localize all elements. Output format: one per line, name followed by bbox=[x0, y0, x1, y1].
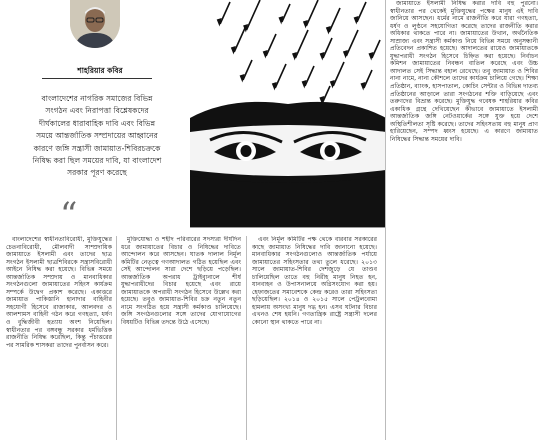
column-divider bbox=[385, 0, 386, 440]
veiled-eyes-under-arrows-icon bbox=[190, 0, 386, 227]
illustration bbox=[190, 0, 386, 227]
name-divider bbox=[42, 78, 152, 79]
article-paragraph: বাংলাদেশের স্বাধীনতাবিরোধী, মুক্তিযুদ্ধের চেতনাবিরোধী, মৌলবাদী সাম্প্রদায়িক জামায়াতে ইসলামী এবং তাদের ছাত্র সংগঠন ইসলামী ছাত্রশিবিরকে সন্ত্রাসবিরোধী আইনে নিষিদ্ধ করা হয়েছে। বিভিন্ন সময়ে আন্তর্জাতিক সম্প্রদায় ও মানবাধিকার সংগঠনগুলো জামায়াতের সহিংস কার্যক্রম সম্পর্কে উদ্বেগ প্রকাশ করেছে। একাত্তরে জামায়াত পাকিস্তানি হানাদার বাহিনীর সহযোগী হিসেবে রাজাকার, আলবদর ও আলশামস বাহিনী গঠন করে গণহত্যা, ধর্ষণ ও বুদ্ধিজীবী হত্যায় অংশ নিয়েছিল। স্বাধীনতার পর বঙ্গবন্ধু সরকার ধর্মভিত্তিক রাজনীতি নিষিদ্ধ করেছিল, কিন্তু পঁচাত্তরের পর সামরিক শাসকরা তাদের পুনর্বাসন করে। bbox=[6, 236, 112, 349]
author-name: শাহরিয়ার কবির bbox=[77, 66, 123, 75]
article-column-1 bbox=[6, 236, 112, 440]
article-paragraph: এবং নির্মূল কমিটির পক্ষ থেকে বারবার সরকারের কাছে জামায়াত নিষিদ্ধের দাবি জানানো হয়েছে। মানবাধিকার সংগঠনগুলোও আন্তর্জাতিক পর্যায়ে জামায়াতের সহিংসতার তথ্য তুলে ধরেছে। ২০১৩ সালে জামায়াত-শিবির দেশজুড়ে যে তাণ্ডব চালিয়েছিল তাতে বহু নিরীহ মানুষ নিহত হন, যানবাহন ও উপাসনালয়ে অগ্নিসংযোগ করা হয়। হেফাজতের সমাবেশকে কেন্দ্র করেও তারা সহিংসতা ছড়িয়েছিল। ২০১৪ ও ২০১৫ সালে পেট্রলবোমা হামলায় অসংখ্য মানুষ দগ্ধ হন। এসব ঘটনার বিচার এখনও শেষ হয়নি। গণতান্ত্রিক রাষ্ট্রে সন্ত্রাসী দলের কোনো স্থান থাকতে পারে না। bbox=[252, 236, 377, 327]
column-divider bbox=[246, 236, 247, 440]
column-divider bbox=[116, 236, 117, 440]
pull-quote: বাংলাদেশের নাগরিক সমাজের বিভিন্ন সংগঠন এবং নিরাপত্তা বিশ্লেষকদের দীর্ঘকালের ধারাবাহিক দাবি এবং বিভিন্ন সময়ে আন্তর্জাতিক সম্প্রদায়ের আহ্বানের কারণে জঙ্গি সন্ত্রাসী জামায়াত-শিবিরচক্রকে নিষিদ্ধ করা ছিল সময়ের দাবি, যা বাংলাদেশ সরকার পূরণ করেছে bbox=[32, 94, 162, 178]
article-paragraph: মুক্তিযোদ্ধা ও শহীদ পরিবারের সদস্যরা দীর্ঘদিন ধরে জামায়াতের বিচার ও নিষিদ্ধের দাবিতে আন্দোলন করে আসছেন। ঘাতক দালাল নির্মূল কমিটির নেতৃত্বে গণআদালত গঠিত হয়েছিল এবং সেই আন্দোলন সারা দেশে ছড়িয়ে পড়েছিল। আন্তর্জাতিক অপরাধ ট্রাইব্যুনালে শীর্ষ যুদ্ধাপরাধীদের বিচার হয়েছে এবং রায়ে জামায়াতকে অপরাধী সংগঠন হিসেবে উল্লেখ করা হয়েছে। তবুও জামায়াত-শিবির চক্র নতুন নতুন নামে সংগঠিত হয়ে সন্ত্রাসী কর্মকাণ্ড চালিয়েছে। জঙ্গি সংগঠনগুলোর সঙ্গে তাদের যোগাযোগের বিষয়টিও বিভিন্ন তদন্তে উঠে এসেছে। bbox=[121, 236, 241, 327]
article-column-3 bbox=[252, 236, 377, 440]
author-photo bbox=[70, 0, 120, 48]
article-paragraph: জামায়াতে ইসলামী নিষিদ্ধ করার দাবি বহু পুরনো। স্বাধীনতার পর থেকেই মুক্তিযুদ্ধের পক্ষের মানুষ এই দাবি জানিয়ে আসছেন। ধর্মের নামে রাজনীতি করে যারা গণহত্যা, ধর্ষণ ও লুণ্ঠনে সহযোগিতা করেছে তাদের রাজনীতি করার অধিকার থাকতে পারে না। জামায়াতের উত্থান, অর্থনৈতিক সাম্রাজ্য এবং সন্ত্রাসী কর্মকাণ্ড নিয়ে বিভিন্ন সময়ে অনুসন্ধানী প্রতিবেদন প্রকাশিত হয়েছে। আদালতের রায়েও জামায়াতকে যুদ্ধাপরাধী সংগঠন হিসেবে চিহ্নিত করা হয়েছে। নির্বাচন কমিশন জামায়াতের নিবন্ধন বাতিল করেছে এবং উচ্চ আদালত সেই সিদ্ধান্ত বহাল রেখেছে। তবু জামায়াত ও শিবির নানা নামে, নানা কৌশলে তাদের কার্যক্রম চালিয়ে গেছে। শিক্ষা প্রতিষ্ঠান, ব্যাংক, হাসপাতাল, কোচিং সেন্টার ও বিভিন্ন দাতব্য প্রতিষ্ঠানের আড়ালে তারা সংগঠনের শক্তি বাড়িয়েছে এবং তরুণদের বিভ্রান্ত করেছে। মুক্তিযুদ্ধ গবেষক শাহরিয়ার কবির একাধিক গ্রন্থে দেখিয়েছেন কীভাবে জামায়াতে ইসলামী আন্তর্জাতিক জঙ্গি নেটওয়ার্কের সঙ্গে যুক্ত হয়ে দেশে অস্থিতিশীলতা সৃষ্টি করেছে। তাদের সহিংসতায় বহু মানুষ প্রাণ হারিয়েছেন, সম্পদ ধ্বংস হয়েছে। এ কারণে জামায়াত নিষিদ্ধের সিদ্ধান্ত সময়ের দাবি। bbox=[390, 0, 538, 143]
illustration-divider bbox=[190, 227, 386, 228]
author-portrait-icon bbox=[70, 0, 120, 48]
article-column-right bbox=[390, 0, 538, 440]
article-column-2 bbox=[121, 236, 241, 440]
quote-mark-icon: “ bbox=[60, 195, 78, 235]
